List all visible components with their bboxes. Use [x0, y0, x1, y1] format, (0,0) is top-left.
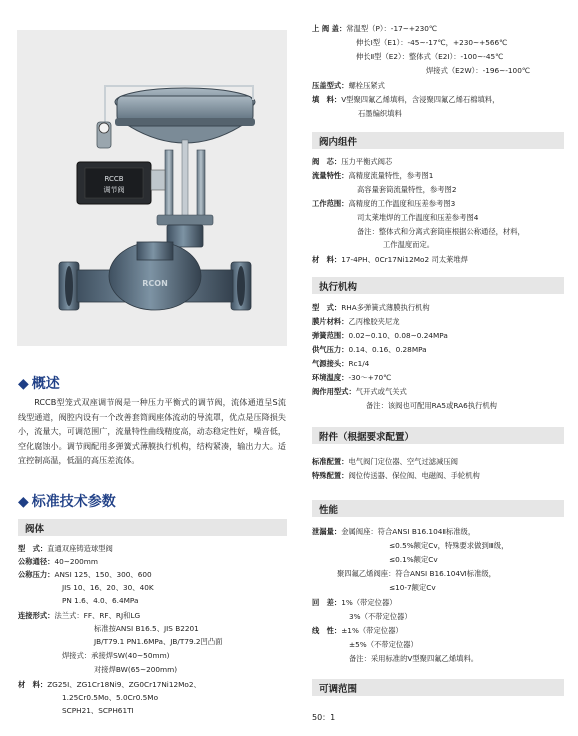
product-photo [17, 30, 287, 346]
section-bar-trim: 阀内组件 [312, 132, 564, 149]
spec-row: 阀 芯：压力平衡式阀芯 [312, 157, 393, 166]
spec-row: 备注：采用标准的V型聚四氟乙烯填料。 [349, 654, 479, 663]
spec-row: 阀作用型式：气开式或气关式 [312, 387, 407, 396]
spec-row: 流量特性：高精度流量特性，参考图1 [312, 171, 434, 180]
spec-row: 上 阀 盖：常温型（P）：-17~+230℃ [312, 24, 438, 33]
section-bar-performance: 性能 [312, 500, 564, 517]
spec-row: 压盖型式：螺栓压紧式 [312, 81, 385, 90]
positioner-sublabel: 调节阀 [103, 186, 125, 194]
spec-row: 回 差：1%（带定位器） [312, 598, 397, 607]
spec-row: 气源接头：Rc1/4 [312, 359, 370, 368]
positioner-label: RCCB [104, 175, 124, 183]
pressure-gauge-icon [99, 123, 109, 133]
spec-row: 线 性：±1%（带定位器） [312, 626, 403, 635]
spec-row: 材 料：17-4PH、0Cr17Ni12Mo2 司太莱堆焊 [312, 255, 468, 264]
body-brand: RCON [142, 279, 168, 288]
spec-row: 公称通径：40~200mm [18, 557, 99, 566]
spec-row: JB/T79.1 PN1.6MPa、JB/T79.2凹凸面 [94, 637, 223, 646]
spec-row: 伸长Ⅱ型（E2）：整体式（E2I）：-100~-45℃ [356, 52, 504, 61]
spec-row: 型 式：RHA多弹簧式薄膜执行机构 [312, 303, 430, 312]
spec-row: 弹簧范围：0.02~0.10、0.08~0.24MPa [312, 331, 448, 340]
spec-row: 供气压力：0.14、0.16、0.28MPa [312, 345, 427, 354]
spec-row: 材 料：ZG25I、ZG1Cr18Ni9、ZG0Cr17Ni12Mo2、 [18, 680, 201, 689]
spec-row: ±5%（不带定位器） [349, 640, 418, 649]
spec-row: 焊接式：承接焊SW(40~50mm) [62, 651, 170, 660]
diamond-bullet-icon: ◆ [18, 376, 29, 392]
spec-row: 1.25Cr0.5Mo、5.0Cr0.5Mo [62, 693, 159, 702]
spec-row: 备注：整体式和分离式套筒座根据公称通径，材料， [357, 227, 525, 236]
spec-row: 伸长Ⅰ型（E1）：-45~-17℃，+230~+566℃ [356, 38, 508, 47]
spec-row: ≤0.1%额定Cv [389, 555, 438, 564]
section-bar-body: 阀体 [18, 519, 287, 536]
section-bar-accessory: 附件（根据要求配置） [312, 427, 564, 444]
spec-row: 环境温度：-30～+70℃ [312, 373, 392, 382]
spec-row: ≤0.5%额定Cv，特殊要求做到Ⅲ级， [389, 541, 509, 550]
diamond-bullet-icon: ◆ [18, 494, 29, 510]
spec-row: 聚四氟乙烯阀座：符合ANSI B16.104Ⅵ标准级， [337, 569, 496, 578]
section-bar-actuator: 执行机构 [312, 277, 564, 294]
spec-row: 标准配置：电气阀门定位器、空气过滤减压阀 [312, 457, 458, 466]
spec-row: 工作温度而定。 [383, 240, 435, 249]
spec-row: ≤10-7额定Cv [389, 583, 436, 592]
spec-row: 标准按ANSI B16.5、JIS B2201 [94, 624, 199, 633]
spec-row: 特殊配置：阀位传送器、保位阀、电磁阀、手轮机构 [312, 471, 480, 480]
spec-row: 型 式：直通双座铸造球型阀 [18, 544, 113, 553]
spec-row: 膜片材料：乙丙橡胶夹尼龙 [312, 317, 400, 326]
spec-row: 对接焊BW(65~200mm) [94, 665, 178, 674]
spec-row: 高容量套筒流量特性，参考图2 [357, 185, 457, 194]
overview-paragraph: RCCB型笼式双座调节阀是一种压力平衡式的调节阀，流体通道呈S流线型通道，阀腔内设有一个改善套筒阀座体流动的导流罩，优点是压降损失小，流量大，可调范围广，流量特性曲线精度高，动态稳定性好，噪音低，空化腐蚀小。调节阀配用多弹簧式薄膜执行机构，结构紧凑，输出力大。适宜控制高温，低温的高压差流体。 [18, 397, 286, 466]
spec-row: 工作范围：高精度的工作温度和压差参考图3 [312, 199, 456, 208]
spec-row: 填 料：V型聚四氟乙烯填料，含浸聚四氟乙烯石棉填料， [312, 95, 500, 104]
spec-row: 司太莱堆焊的工作温度和压差参考图4 [357, 213, 479, 222]
spec-row: 焊接式（E2W）：-196~-100℃ [426, 66, 531, 75]
actuator-flange [115, 118, 255, 126]
spec-row: 泄漏量：金属阀座：符合ANSI B16.104Ⅱ标准级， [312, 527, 476, 536]
spec-row: 连接形式：法兰式：FF、RF、RJ和LG [18, 611, 141, 620]
spec-row: JIS 10、16、20、30、40K [62, 583, 154, 592]
control-valve-illustration [17, 30, 287, 346]
overview-heading: ◆ 概述 [18, 376, 60, 392]
spec-row: SCPH21、SCPH61TI [62, 706, 134, 715]
rangeability-value: 50：1 [312, 713, 336, 722]
spec-row: 3%（不带定位器） [349, 612, 412, 621]
section-bar-range: 可调范围 [312, 679, 564, 696]
spec-row: PN 1.6、4.0、6.4MPa [62, 596, 139, 605]
spec-heading: ◆ 标准技术参数 [18, 494, 116, 510]
spec-row: 石墨编织填料 [358, 109, 402, 118]
spec-row: 备注：该阀也可配用RA5或RA6执行机构 [366, 401, 497, 410]
spec-row: 公称压力：ANSI 125、150、300、600 [18, 570, 152, 579]
